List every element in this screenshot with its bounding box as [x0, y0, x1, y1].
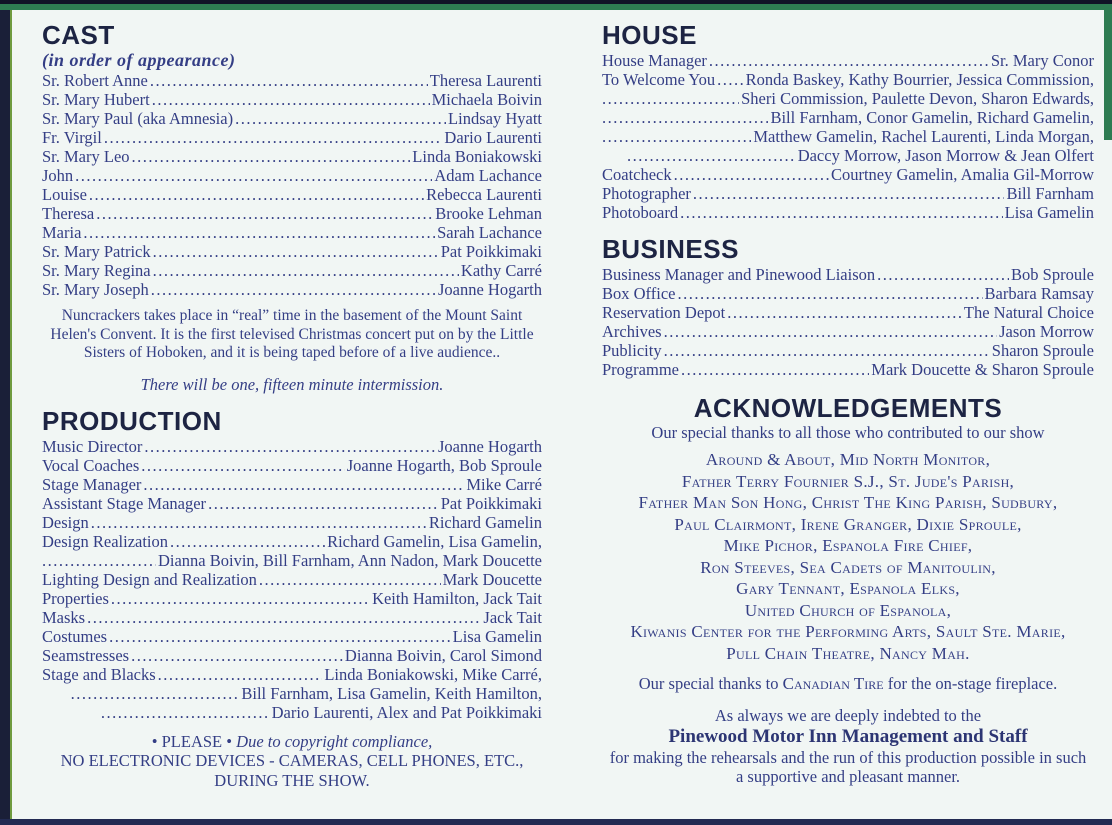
credit-continuation-row	[42, 551, 542, 570]
credit-row	[42, 589, 542, 608]
credit-name: Sr. Mary Conor	[990, 51, 1094, 70]
credit-row	[602, 303, 1094, 322]
credit-role: To Welcome You	[602, 70, 716, 89]
dot-leader	[104, 128, 443, 147]
dot-leader	[259, 570, 441, 589]
dot-leader	[709, 51, 989, 70]
dot-leader	[150, 71, 428, 90]
credit-name: Daccy Morrow, Jason Morrow & Jean Olfert	[797, 146, 1094, 165]
credit-name: Sarah Lachance	[437, 223, 542, 242]
credit-role: Photographer	[602, 184, 691, 203]
credit-name: Lindsay Hyatt	[448, 109, 542, 128]
credit-role: Programme	[602, 360, 679, 379]
credit-name: Mark Doucette	[442, 569, 542, 589]
production-credit-list	[42, 437, 542, 722]
credit-role: Sr. Mary Regina	[42, 261, 151, 280]
credit-name: Lisa Gamelin	[452, 626, 542, 646]
credit-row	[602, 265, 1094, 284]
credit-row	[42, 437, 542, 456]
credit-name: Matthew Gamelin, Rachel Laurenti, Linda Morgan,	[753, 127, 1094, 146]
credit-role: Lighting Design and Realization	[42, 569, 257, 589]
credit-role: Vocal Coaches	[42, 455, 140, 475]
dot-leader	[627, 146, 796, 165]
credit-name: Joanne Hogarth	[437, 436, 542, 456]
acknowledgement-line: Pull Chain Theatre, Nancy Mah.	[726, 643, 970, 663]
acknowledgement-line: Gary Tennant, Espanola Elks,	[736, 579, 960, 598]
credit-row	[602, 322, 1094, 341]
credit-role: Masks	[42, 607, 86, 627]
credit-row	[42, 147, 542, 166]
credit-row	[42, 627, 542, 646]
credit-row	[42, 475, 542, 494]
credit-row	[42, 280, 542, 299]
house-heading: HOUSE	[602, 20, 697, 50]
credit-row	[602, 284, 1094, 303]
acknowledgement-line: Father Man Son Hong, Christ The King Parish, Sudbury,	[638, 493, 1058, 512]
credit-row	[42, 261, 542, 280]
credit-name: Keith Hamilton, Jack Tait	[372, 588, 542, 608]
credit-row	[42, 204, 542, 223]
dot-leader	[83, 223, 435, 242]
copyright-notice	[42, 732, 542, 791]
credit-row	[42, 128, 542, 147]
credit-role: Assistant Stage Manager	[42, 493, 207, 513]
credit-row	[42, 608, 542, 627]
dot-leader	[664, 322, 998, 341]
dot-leader	[96, 204, 433, 223]
business-credit-list	[602, 265, 1094, 379]
dot-leader	[151, 280, 436, 299]
credit-name: Joanne Hogarth, Bob Sproule	[346, 455, 542, 475]
credit-name: Theresa Laurenti	[429, 71, 542, 90]
credit-name: Kathy Carré	[460, 261, 542, 280]
credit-row	[42, 90, 542, 109]
dot-leader	[144, 437, 436, 456]
cast-heading: CAST	[42, 20, 115, 50]
credit-name: Mike Carré	[466, 474, 542, 494]
credit-name: Adam Lachance	[434, 166, 542, 185]
dot-leader	[152, 90, 430, 109]
acknowledgement-line: Paul Clairmont, Irene Granger, Dixie Sproule,	[674, 514, 1022, 534]
dot-leader	[602, 127, 751, 146]
credit-name: Brooke Lehman	[435, 204, 542, 223]
credit-name: The Natural Choice	[963, 303, 1094, 322]
credit-name: Jack Tait	[483, 607, 542, 627]
dot-leader	[153, 242, 439, 261]
dot-leader	[158, 665, 323, 684]
cast-subtitle: (in order of appearance)	[42, 50, 236, 70]
credit-role: Sr. Robert Anne	[42, 71, 148, 90]
credit-name: Bill Farnham	[1006, 184, 1094, 203]
credit-continuation-row	[602, 108, 1094, 127]
credit-role: Archives	[602, 322, 662, 341]
closing-line2b: a supportive and pleasant manner.	[735, 767, 961, 786]
credit-role: Publicity	[602, 341, 662, 360]
dot-leader	[91, 513, 427, 532]
credit-row	[42, 223, 542, 242]
credit-row	[602, 70, 1094, 89]
credit-name: Sheri Commission, Paulette Devon, Sharon Edwards,	[741, 89, 1094, 108]
credit-row	[42, 166, 542, 185]
credit-role: Seamstresses	[42, 645, 130, 665]
dot-leader	[664, 341, 990, 360]
credit-row	[42, 109, 542, 128]
copyright-notice-line2: NO ELECTRONIC DEVICES - CAMERAS, CELL PHONES, ETC.,	[60, 751, 524, 770]
credit-row	[42, 185, 542, 204]
canadian-tire-thanks	[602, 674, 1094, 694]
credit-name: Linda Boniakowski, Mike Carré,	[324, 664, 542, 684]
credit-row	[602, 51, 1094, 70]
dot-leader	[681, 360, 869, 379]
credit-name: Barbara Ramsay	[984, 284, 1094, 303]
credit-name: Pat Poikkimaki	[440, 493, 542, 513]
right-page-column	[602, 22, 1094, 819]
canadian-tire-name: Canadian Tire	[782, 674, 884, 693]
dot-leader	[717, 70, 743, 89]
credit-name: Ronda Baskey, Kathy Bourrier, Jessica Commission,	[745, 70, 1094, 89]
credit-row	[42, 242, 542, 261]
credit-continuation-row	[602, 89, 1094, 108]
credit-name: Sharon Sproule	[991, 341, 1094, 360]
scan-edge-right-green	[1104, 10, 1112, 140]
credit-row	[42, 646, 542, 665]
dot-leader	[677, 284, 982, 303]
credit-row	[42, 570, 542, 589]
please-bullet-text: • PLEASE •	[151, 731, 237, 751]
acknowledgements-list	[602, 449, 1094, 664]
credit-role: Business Manager and Pinewood Liaison	[602, 265, 876, 284]
credit-name: Courtney Gamelin, Amalia Gil-Morrow	[830, 165, 1094, 184]
business-heading: BUSINESS	[602, 234, 739, 264]
credit-row	[602, 203, 1094, 222]
acknowledgement-line: Ron Steeves, Sea Cadets of Manitoulin,	[700, 557, 996, 577]
credit-role: House Manager	[602, 51, 707, 70]
dot-leader	[680, 203, 1003, 222]
acknowledgements-heading: ACKNOWLEDGEMENTS	[693, 393, 1003, 423]
acknowledgement-line: United Church of Espanola,	[744, 600, 952, 620]
dot-leader	[602, 89, 739, 108]
dot-leader	[75, 166, 432, 185]
dot-leader	[877, 265, 1009, 284]
dot-leader	[170, 532, 325, 551]
credit-role: Coatcheck	[602, 165, 672, 184]
credit-name: Bill Farnham, Conor Gamelin, Richard Gamelin,	[770, 108, 1094, 127]
closing-line: As always we are deeply indebted to the	[714, 706, 982, 725]
dot-leader	[143, 475, 464, 494]
credit-row	[602, 165, 1094, 184]
credit-row	[42, 494, 542, 513]
credit-role: Stage Manager	[42, 474, 142, 494]
acknowledgements-intro: Our special thanks to all those who contributed to our show	[651, 423, 1045, 442]
credit-continuation-row	[602, 127, 1094, 146]
copyright-notice-line3: DURING THE SHOW.	[214, 770, 370, 790]
dot-leader	[111, 589, 370, 608]
credit-continuation-row	[42, 703, 542, 722]
dot-leader	[674, 165, 829, 184]
dot-leader	[101, 703, 270, 722]
credit-row	[602, 341, 1094, 360]
dot-leader	[602, 108, 768, 127]
credit-role: Sr. Mary Joseph	[42, 280, 149, 299]
credit-role: Louise	[42, 185, 87, 204]
credit-name: Bob Sproule	[1011, 265, 1094, 284]
credit-name: Pat Poikkimaki	[440, 242, 542, 261]
credit-role: John	[42, 166, 74, 185]
dot-leader	[153, 261, 459, 280]
credit-name: Dario Laurenti, Alex and Pat Poikkimaki	[271, 702, 542, 722]
closing-line2a: for making the rehearsals and the run of this production possible in such	[609, 748, 1087, 767]
credit-name: Mark Doucette & Sharon Sproule	[871, 360, 1094, 379]
credit-name: Michaela Boivin	[431, 90, 542, 109]
credit-role: Maria	[42, 223, 82, 242]
credit-name: Dianna Boivin, Bill Farnham, Ann Nadon, Mark Doucette	[157, 550, 542, 570]
credit-name: Jason Morrow	[999, 322, 1094, 341]
copyright-notice-line1	[42, 732, 542, 752]
credit-role: Photoboard	[602, 203, 679, 222]
dot-leader	[89, 185, 424, 204]
left-page-column	[42, 22, 542, 819]
dot-leader	[693, 184, 1005, 203]
credit-name: Lisa Gamelin	[1004, 203, 1094, 222]
credit-role: Sr. Mary Paul (aka Amnesia)	[42, 109, 234, 128]
credit-row	[42, 71, 542, 90]
credit-role: Sr. Mary Patrick	[42, 242, 151, 261]
credit-role: Reservation Depot	[602, 303, 726, 322]
acknowledgement-line: Kiwanis Center for the Performing Arts, Sault Ste. Marie,	[630, 622, 1066, 641]
credit-continuation-row	[602, 146, 1094, 165]
credit-role: Stage and Blacks	[42, 664, 156, 684]
credit-role: Properties	[42, 588, 109, 608]
credit-row	[602, 184, 1094, 203]
credit-name: Linda Boniakowski	[412, 147, 542, 166]
credit-row	[42, 665, 542, 684]
dot-leader	[132, 147, 411, 166]
dot-leader	[42, 551, 156, 570]
credit-role: Costumes	[42, 626, 108, 646]
house-credit-list	[602, 51, 1094, 222]
credit-row	[42, 532, 542, 551]
scan-edge-bottom	[0, 819, 1112, 825]
credit-row	[602, 360, 1094, 379]
show-synopsis: Nuncrackers takes place in “real” time in the basement of the Mount Saint Helen's Convent. It is the first televised Christmas concert put on by the Little Sisters of Hoboken, and it is being taped before of a live audience..	[50, 307, 534, 361]
credit-role: Sr. Mary Hubert	[42, 90, 150, 109]
credit-role: Fr. Virgil	[42, 128, 102, 147]
programme-content	[12, 10, 1104, 819]
credit-name: Rebecca Laurenti	[426, 185, 542, 204]
credit-role: Design	[42, 512, 89, 532]
credit-continuation-row	[42, 684, 542, 703]
dot-leader	[131, 646, 343, 665]
intermission-note: There will be one, fifteen minute intermission.	[140, 374, 444, 394]
credit-name: Richard Gamelin	[428, 512, 542, 532]
credit-name: Dianna Boivin, Carol Simond	[344, 645, 542, 665]
pinewood-motor-inn-line: Pinewood Motor Inn Management and Staff	[668, 726, 1028, 747]
production-heading: PRODUCTION	[42, 405, 222, 436]
scan-edge-left	[0, 10, 12, 825]
acknowledgement-line: Mike Pichor, Espanola Fire Chief,	[723, 536, 973, 555]
acknowledgement-line: Around & About, Mid North Monitor,	[705, 450, 991, 469]
canadian-tire-pre: Our special thanks to	[638, 674, 783, 693]
dot-leader	[727, 303, 962, 322]
cast-credit-list	[42, 71, 542, 299]
dot-leader	[235, 109, 446, 128]
dot-leader	[71, 684, 240, 703]
credit-role: Design Realization	[42, 531, 169, 551]
dot-leader	[141, 456, 344, 475]
credit-role: Box Office	[602, 284, 676, 303]
dot-leader	[87, 608, 481, 627]
credit-row	[42, 513, 542, 532]
credit-name: Dario Laurenti	[444, 128, 542, 147]
credit-role: Music Director	[42, 436, 143, 456]
credit-row	[42, 456, 542, 475]
copyright-compliance-text: Due to copyright compliance,	[236, 731, 433, 751]
credit-name: Bill Farnham, Lisa Gamelin, Keith Hamilton,	[241, 683, 542, 703]
credit-role: Theresa	[42, 204, 95, 223]
credit-name: Richard Gamelin, Lisa Gamelin,	[327, 531, 542, 551]
credit-role: Sr. Mary Leo	[42, 147, 130, 166]
credit-name: Joanne Hogarth	[437, 280, 542, 299]
canadian-tire-post: for the on-stage fireplace.	[883, 674, 1058, 693]
dot-leader	[208, 494, 439, 513]
dot-leader	[109, 627, 451, 646]
acknowledgement-line: Father Terry Fournier S.J., St. Jude's Parish,	[681, 471, 1015, 491]
